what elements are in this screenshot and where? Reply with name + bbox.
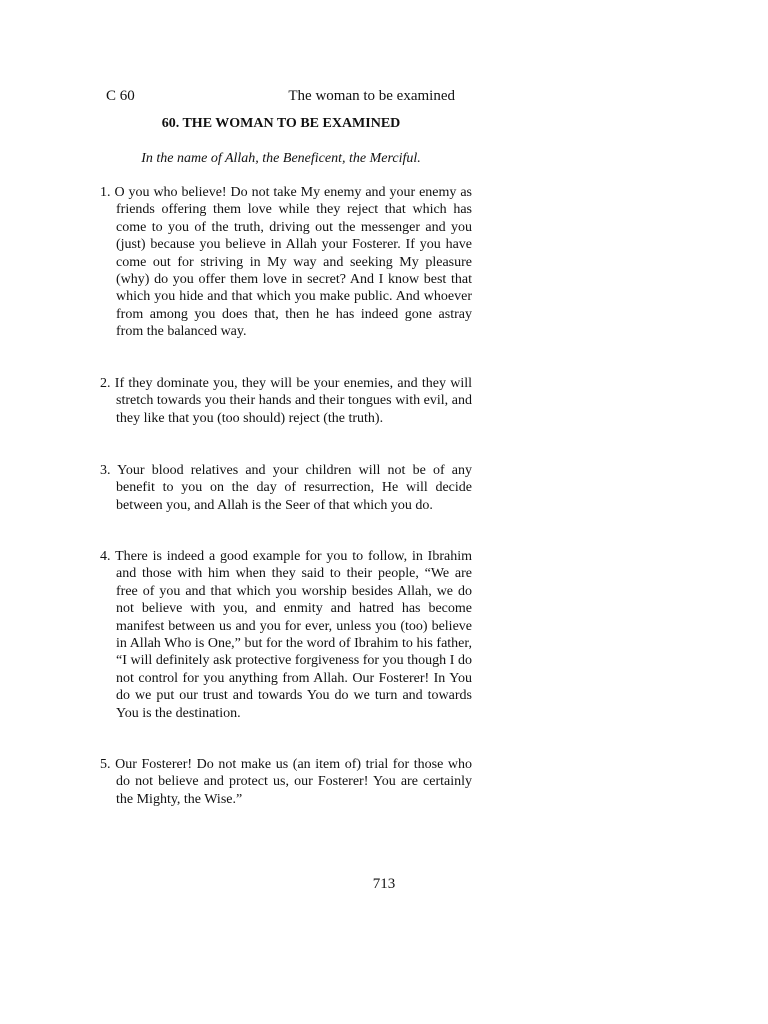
running-title: The woman to be examined — [288, 88, 455, 104]
verse-number: 1. — [100, 185, 111, 200]
verse-number: 5. — [100, 757, 111, 772]
verse-2 — [100, 375, 472, 427]
verse-text: Our Fosterer! Do not make us (an item of) trial for those who do not believe and protect us, our Fosterer! You are certainly the Mighty, the Wise.” — [115, 757, 472, 807]
verse-text: If they dominate you, they will be your enemies, and they will stretch towards you their hands and their tongues with evil, and they like that you (too should) reject (the truth). — [114, 376, 473, 426]
verse-text: Your blood relatives and your children will not be of any benefit to you on the day of resurrection, He will decide between you, and Allah is the Seer of that which you do. — [116, 463, 473, 513]
chapter-reference: C 60 — [106, 88, 135, 104]
page-number: 713 — [372, 876, 396, 892]
verse-number: 4. — [100, 549, 111, 564]
verse-1 — [100, 184, 472, 341]
verse-5 — [100, 756, 472, 808]
verse-text: O you who believe! Do not take My enemy and your enemy as friends offering them love while they reject that which has come to you of the truth, driving out the messenger and you (just) because you believe in Allah your Fosterer. If you have come out for striving in My way and seeking My pleasure (why) do you offer them love in secret? And I know best that which you hide and that which you make public. And whoever from among you does that, then he has indeed gone astray from the balanced way. — [114, 185, 473, 340]
invocation: In the name of Allah, the Beneficent, the Merciful. — [141, 151, 421, 166]
chapter-title: 60. THE WOMAN TO BE EXAMINED — [161, 116, 401, 131]
verse-4 — [100, 548, 472, 722]
verse-text: There is indeed a good example for you to follow, in Ibrahim and those with him when they said to their people, “We are free of you and that which you worship besides Allah, we do not believe with you, and enmity and hatred has become manifest between us and you for ever, unless you (too) believe in Allah Who is One,” but for the word of Ibrahim to his father, “I will definitely ask protective forgiveness for you though I do not control for you anything from Allah. Our Fosterer! In You do we put our trust and towards You do we turn and towards You is the destination. — [115, 549, 473, 721]
verse-number: 3. — [100, 463, 111, 478]
verse-3 — [100, 462, 472, 514]
verse-number: 2. — [100, 376, 111, 391]
